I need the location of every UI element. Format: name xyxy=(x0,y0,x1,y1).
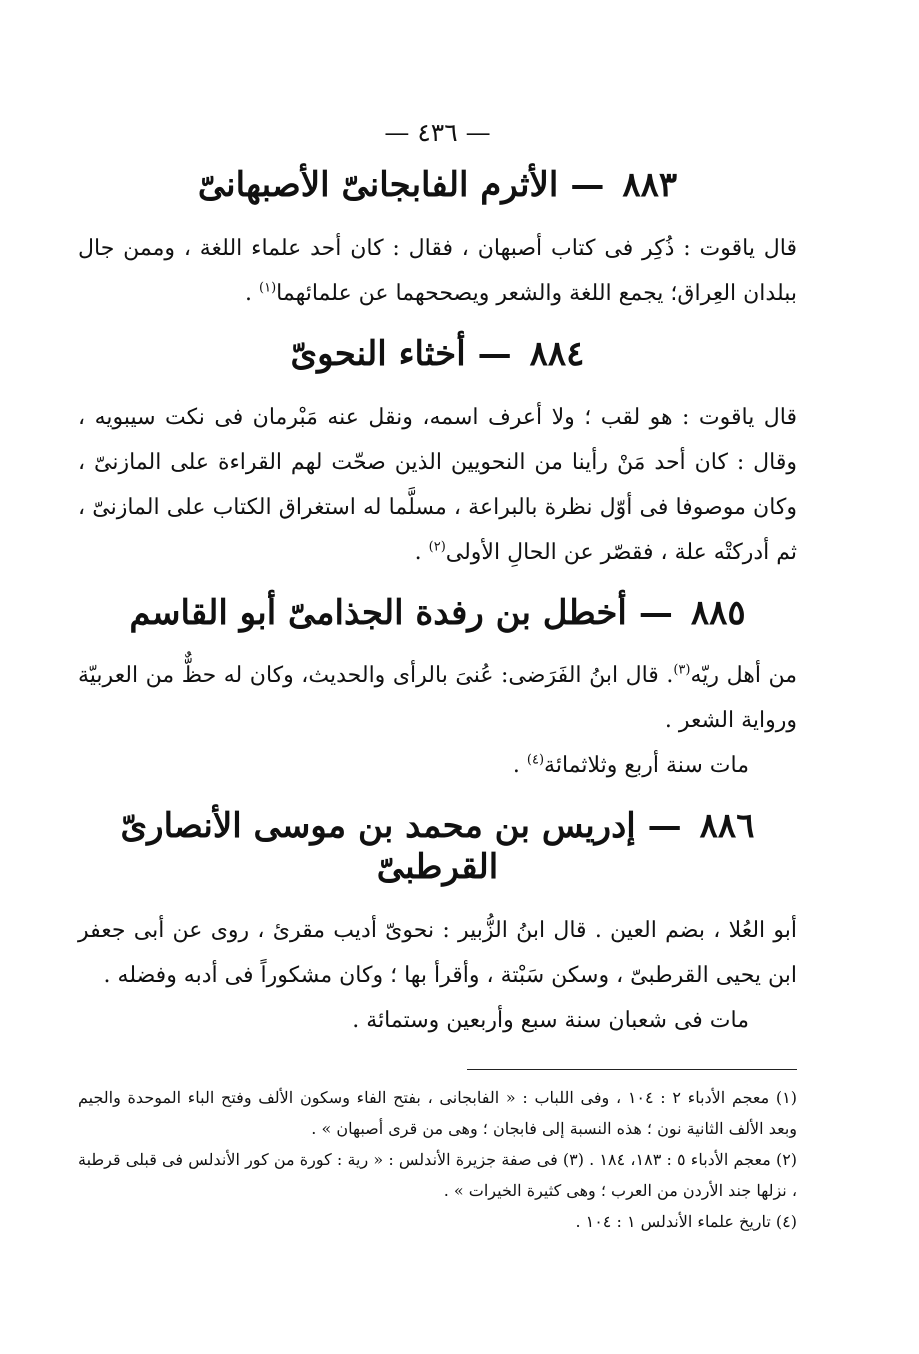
paragraph-tail: . xyxy=(245,280,260,306)
paragraph-tail: . xyxy=(414,539,429,565)
footnote: (٢) معجم الأدباء ٥ : ١٨٣، ١٨٤ . (٣) فى صفة جزيرة الأندلس : « رية : كورة من كور الأندلس فى قبلى قرطبة ، نزلها جند الأردن من العرب ؛ وهى كثيرة الخيرات » . xyxy=(78,1149,798,1200)
footnote-ref: (٣) xyxy=(673,663,691,679)
entry-dash: — xyxy=(477,333,512,374)
entry-paragraph xyxy=(78,226,797,316)
entry-number: ٨٨٥ xyxy=(690,592,746,633)
entry-dash: — xyxy=(647,806,682,847)
paragraph-tail: . xyxy=(512,753,527,779)
entry-paragraph xyxy=(78,653,797,743)
entry-title xyxy=(78,593,797,634)
entry-paragraph xyxy=(78,395,797,575)
paragraph-text: قال ياقوت : هو لقب ؛ ولا أعرف اسمه، ونقل عنه مَبْرمان فى نكت سيبويه ، وقال : كان أحد مَنْ رأينا من النحويين الذين صحّت لهم القراءة على المازنىّ ، وكان موصوفا فى أوّل نظرة بالبراعة ، مسلَّما له استغراق الكتاب على المازنىّ ، ثم أدركتْه علة ، فقصّر عن الحالِ الأولى xyxy=(78,404,797,565)
entry-paragraph xyxy=(78,998,797,1043)
footnote: (٤) تاريخ علماء الأندلس ١ : ١٠٤ . xyxy=(575,1211,797,1231)
footnote: (١) معجم الأدباء ٢ : ١٠٤ ، وفى اللباب : « الفابجانى ، بفتح الفاء وسكون الألف وفتح الباء الموحدة والجيم وبعد الألف الثانية نون ؛ هذه النسبة إلى فابجان ؛ وهى من قرى أصبهان » . xyxy=(78,1087,798,1138)
paragraph-text: قال ياقوت : ذُكِر فى كتاب أصبهان ، فقال : كان أحد علماء اللغة ، وممن جال ببلدان العِراق؛ يجمع اللغة والشعر ويصححهما عن علمائهما xyxy=(78,235,797,306)
entry-title xyxy=(78,334,797,375)
entry-name: الأثرم الفابجانىّ الأصبهانىّ xyxy=(197,165,559,205)
entry-title xyxy=(78,165,797,206)
page-number: — ٤٣٦ — xyxy=(384,118,491,147)
footnote-ref: (٢) xyxy=(428,539,446,555)
paragraph-text: أبو العُلا ، بضم العين . قال ابنُ الزُّبير : نحوىّ أديب مقرئ ، روى عن أبى جعفر ابن يحيى القرطبىّ ، وسكن سَبْتة ، وأقرأ بها ؛ وكان مشكوراً فى أدبه وفضله . xyxy=(78,917,797,988)
footnote-ref: (١) xyxy=(259,280,277,296)
entry-name: أخثاء النحوىّ xyxy=(290,333,466,374)
entry-number: ٨٨٦ xyxy=(699,806,755,847)
entry-number: ٨٨٣ xyxy=(622,165,678,205)
entry-dash: — xyxy=(638,592,673,633)
paragraph-tail: . قال ابنُ الفَرَضى: عُنىَ بالرأى والحديث، وكان له حظٌّ من العربيّة ورواية الشعر . xyxy=(78,663,797,734)
entry-paragraph xyxy=(78,908,797,998)
footnote-ref: (٤) xyxy=(526,753,545,769)
entry-dash: — xyxy=(570,165,605,205)
entry-name: إدريس بن محمد بن موسى الأنصارىّ القرطبىّ xyxy=(120,806,636,888)
paragraph-text: مات سنة أربع وثلاثمائة xyxy=(544,753,749,779)
entry-number: ٨٨٤ xyxy=(529,333,585,374)
footnote-divider xyxy=(467,1069,797,1070)
entry-paragraph xyxy=(78,743,797,788)
entry-title xyxy=(78,806,797,888)
entry-name: أخطل بن رفدة الجذامىّ أبو القاسم xyxy=(129,592,627,633)
paragraph-text: مات فى شعبان سنة سبع وأربعين وستمائة . xyxy=(352,1007,749,1033)
paragraph-text: من أهل ريّه xyxy=(690,663,798,689)
